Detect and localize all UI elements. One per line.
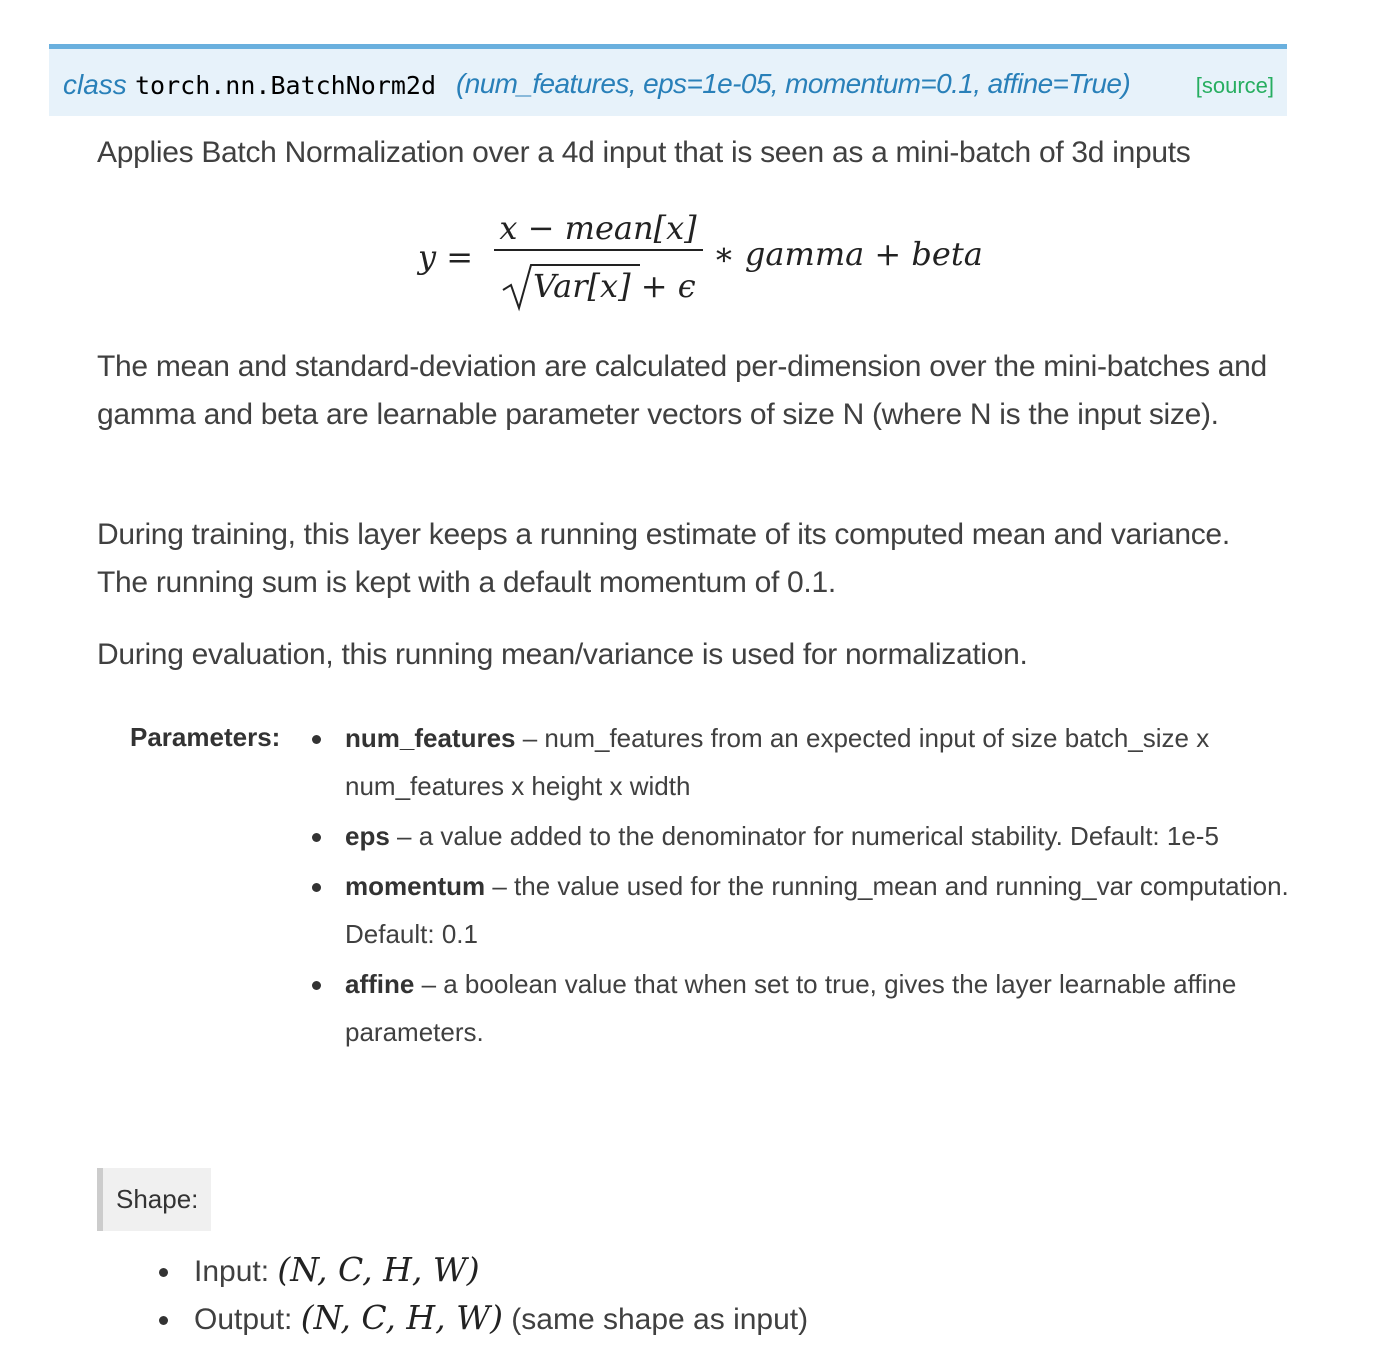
paragraph-training: During training, this layer keeps a running estimate of its computed mean and variance. The running sum is kept with a default momentum of 0.1. xyxy=(97,518,1230,599)
param-name: num_features xyxy=(345,723,516,753)
param-item xyxy=(300,960,1290,1056)
class-name: torch.nn.BatchNorm2d xyxy=(135,71,437,100)
bullet-icon xyxy=(312,883,321,892)
class-keyword: class xyxy=(63,69,127,100)
signature-params: (num_features, eps=1e-05, momentum=0.1, affine=True) xyxy=(456,68,1131,99)
shape-prefix: Output: xyxy=(194,1303,301,1336)
shape-list xyxy=(150,1246,808,1342)
parameters-label: Parameters: xyxy=(130,722,281,752)
paragraph-mean-std: The mean and standard-deviation are calculated per-dimension over the mini-batches and gamma and beta are learnable parameter vectors of size N (where N is the input size). xyxy=(97,350,1267,431)
param-name: eps xyxy=(345,821,390,851)
parameters-list xyxy=(300,714,1290,1058)
bullet-icon xyxy=(312,981,321,990)
param-name: affine xyxy=(345,969,415,999)
shape-math: (N, C, H, W) xyxy=(300,1298,503,1337)
shape-suffix: (same shape as input) xyxy=(502,1303,809,1336)
param-desc: – a boolean value that when set to true, gives the layer learnable affine parameters. xyxy=(345,969,1237,1047)
shape-math: (N, C, H, W) xyxy=(277,1250,480,1289)
formula-numerator: x − mean[x] xyxy=(499,209,697,247)
formula-lhs: y = xyxy=(418,238,474,276)
formula-denominator: Var[x] + ϵ xyxy=(533,267,696,305)
bullet-icon xyxy=(159,1316,168,1325)
shape-heading xyxy=(97,1168,211,1231)
intro-text: Applies Batch Normalization over a 4d input that is seen as a mini-batch of 3d inputs xyxy=(97,136,1191,169)
param-item xyxy=(300,714,1290,810)
bullet-icon xyxy=(159,1268,168,1277)
batchnorm-formula xyxy=(0,0,1374,330)
shape-input-item xyxy=(150,1246,808,1294)
formula-rhs: ∗ gamma + beta xyxy=(713,235,983,273)
param-item xyxy=(300,812,1290,860)
param-desc: – a value added to the denominator for numerical stability. Default: 1e-5 xyxy=(389,821,1219,851)
shape-output-item xyxy=(150,1294,808,1342)
param-desc: – num_features from an expected input of size batch_size x num_features x height x width xyxy=(345,723,1210,801)
paragraph-evaluation: During evaluation, this running mean/variance is used for normalization. xyxy=(97,638,1028,671)
shape-prefix: Input: xyxy=(194,1255,278,1288)
param-item xyxy=(300,862,1290,958)
bullet-icon xyxy=(312,735,321,744)
shape-label: Shape: xyxy=(116,1184,199,1214)
bullet-icon xyxy=(312,833,321,842)
param-name: momentum xyxy=(345,871,486,901)
source-link[interactable]: [source] xyxy=(1195,73,1274,98)
param-desc: – the value used for the running_mean and running_var computation. Default: 0.1 xyxy=(345,871,1289,949)
